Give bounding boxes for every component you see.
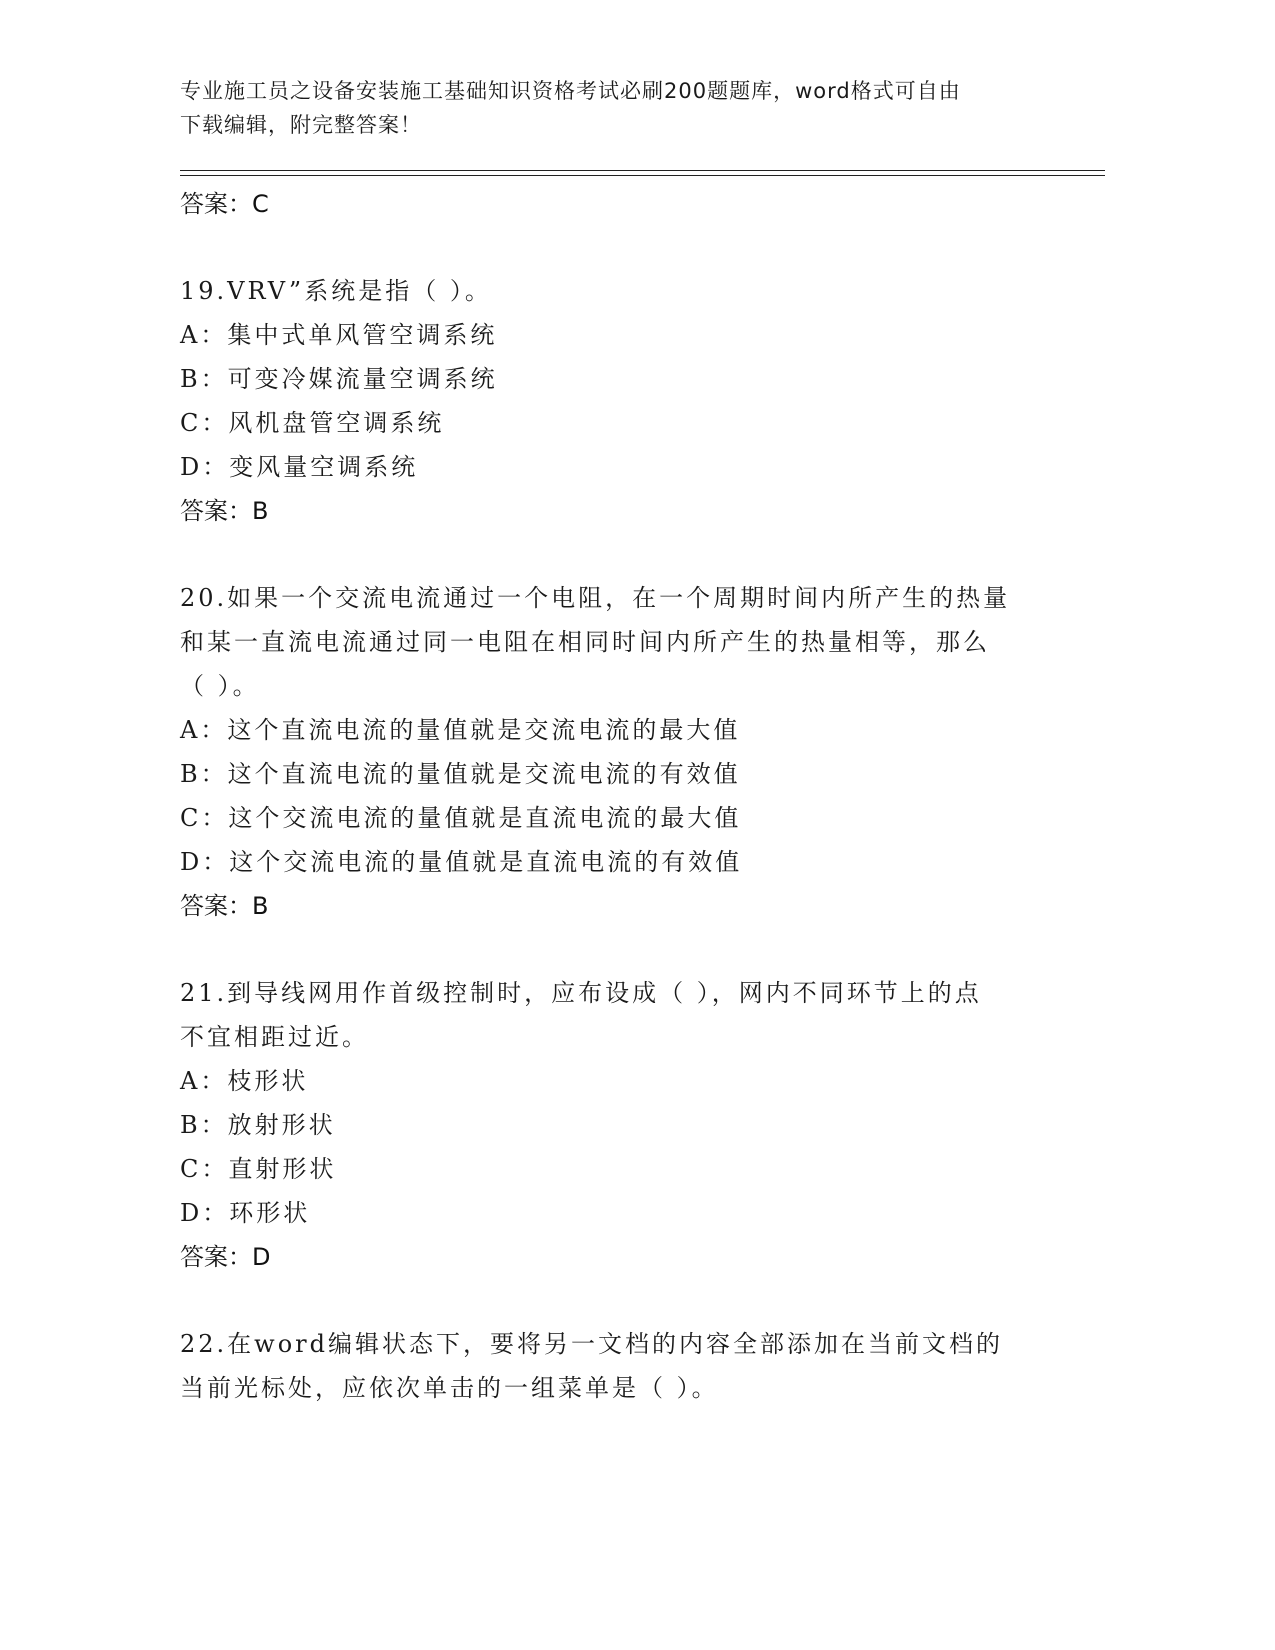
question-stem: 和某一直流电流通过同一电阻在相同时间内所产生的热量相等，那么 bbox=[180, 628, 990, 656]
option-c: C：风机盘管空调系统 bbox=[180, 409, 445, 437]
page-header bbox=[180, 74, 1040, 142]
header-line-2: 下载编辑，附完整答案！ bbox=[180, 113, 422, 137]
option-d: D：变风量空调系统 bbox=[180, 453, 419, 481]
option-b: B：放射形状 bbox=[180, 1111, 336, 1139]
document-body bbox=[180, 180, 1080, 1410]
header-line-1: 专业施工员之设备安装施工基础知识资格考试必刷200题题库，word格式可自由 bbox=[180, 79, 961, 103]
question-stem: 22.在word编辑状态下，要将另一文档的内容全部添加在当前文档的 bbox=[180, 1330, 1003, 1358]
option-a: A：枝形状 bbox=[180, 1067, 309, 1095]
option-b: B：可变冷媒流量空调系统 bbox=[180, 365, 498, 393]
option-c: C：直射形状 bbox=[180, 1155, 337, 1183]
question-20 bbox=[180, 576, 1080, 928]
answer-line: 答案：D bbox=[180, 1243, 271, 1271]
question-stem: （ ）。 bbox=[180, 672, 260, 700]
answer-line: 答案：B bbox=[180, 497, 269, 525]
question-stem: 19.VRV”系统是指（ ）。 bbox=[180, 277, 492, 305]
option-c: C：这个交流电流的量值就是直流电流的最大值 bbox=[180, 804, 742, 832]
question-22 bbox=[180, 1322, 1080, 1410]
question-stem: 21.到导线网用作首级控制时，应布设成（ ），网内不同环节上的点 bbox=[180, 979, 982, 1007]
header-rule-top bbox=[180, 170, 1105, 171]
header-rule-bottom bbox=[180, 175, 1105, 176]
question-stem: 20.如果一个交流电流通过一个电阻，在一个周期时间内所产生的热量 bbox=[180, 584, 1011, 612]
question-19 bbox=[180, 269, 1080, 533]
option-b: B：这个直流电流的量值就是交流电流的有效值 bbox=[180, 760, 741, 788]
option-d: D：环形状 bbox=[180, 1199, 311, 1227]
question-21 bbox=[180, 971, 1080, 1279]
question-stem: 不宜相距过近。 bbox=[180, 1023, 369, 1051]
option-a: A：集中式单风管空调系统 bbox=[180, 321, 498, 349]
question-stem: 当前光标处，应依次单击的一组菜单是（ ）。 bbox=[180, 1374, 719, 1402]
answer-line: 答案：B bbox=[180, 892, 269, 920]
option-a: A：这个直流电流的量值就是交流电流的最大值 bbox=[180, 716, 741, 744]
option-d: D：这个交流电流的量值就是直流电流的有效值 bbox=[180, 848, 743, 876]
answer-line: 答案：C bbox=[180, 190, 269, 218]
